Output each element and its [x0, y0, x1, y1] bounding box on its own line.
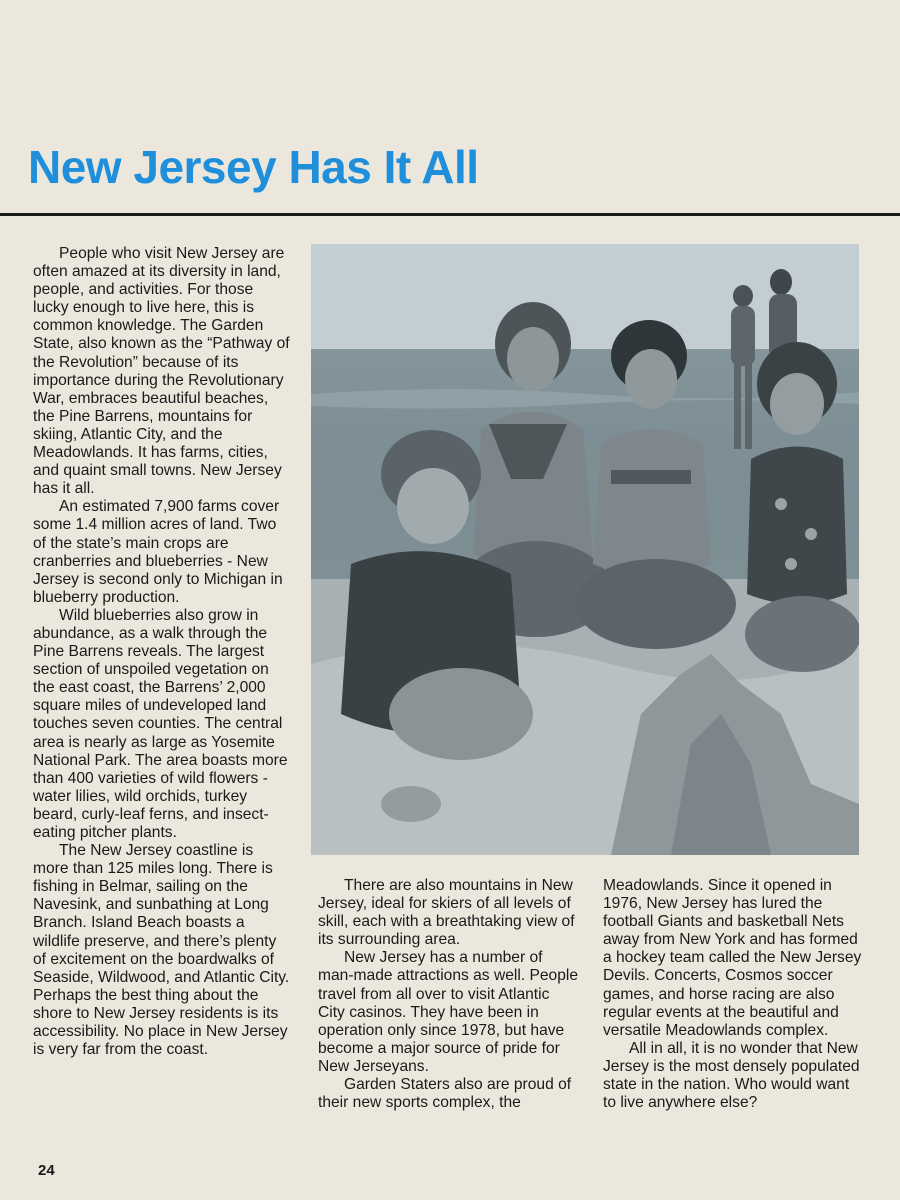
beach-photo-illustration — [311, 244, 859, 855]
page-title: New Jersey Has It All — [28, 141, 479, 193]
article-column-3 — [603, 877, 865, 1112]
article-column-1 — [33, 245, 291, 1059]
paragraph: Meadowlands. Since it opened in 1976, New Jersey has lured the football Giants and basketball Nets away from New York and has formed a hockey team called the New Jersey Devils. Concerts, Cosmos soccer games, and horse racing are also regular events at the beautiful and versatile Meadowlands complex. — [603, 877, 862, 1039]
paragraph: Garden Staters also are proud of their new sports complex, the — [318, 1076, 572, 1112]
paragraph: All in all, it is no wonder that New Jersey is the most densely populated state in the nation. Who would want to live anywhere else? — [603, 1039, 860, 1112]
paragraph: There are also mountains in New Jersey, ideal for skiers of all levels of skill, each with a breathtaking view of its surrounding area. — [318, 877, 575, 949]
paragraph: The New Jersey coastline is more than 125 miles long. There is fishing in Belmar, sailing on the Navesink, and sunbathing at Long Branch. Island Beach boasts a wildlife preserve, and there’s plenty of excitement on the boardwalks of Seaside, Wildwood, and Atlantic City. Perhaps the best thing about the shore to New Jersey residents is its accessibility. No place in New Jersey is very far from the coast. — [33, 842, 290, 1059]
paragraph: Wild blueberries also grow in abundance, as a walk through the Pine Barrens reveals. The largest section of unspoiled vegetation on the east coast, the Barrens’ 2,000 square miles of undeveloped land touches seven counties. The central area is nearly as large as Yosemite National Park. The area boasts more than 400 varieties of wild flowers - water lilies, wild orchids, turkey beard, curly-leaf ferns, and insect-eating pitcher plants. — [33, 606, 288, 841]
article-column-2 — [318, 877, 580, 1112]
paragraph: New Jersey has a number of man-made attractions as well. People travel from all over to visit Atlantic City casinos. They have been in operation only since 1978, but have become a major source of pride for New Jerseyans. — [318, 949, 579, 1075]
paragraph: An estimated 7,900 farms cover some 1.4 million acres of land. Two of the state’s main crops are cranberries and blueberries - New Jersey is second only to Michigan in blueberry production. — [33, 498, 283, 606]
beach-photo — [311, 244, 859, 855]
title-rule — [0, 213, 900, 216]
paragraph: People who visit New Jersey are often amazed at its diversity in land, people, and activities. For those lucky enough to live here, this is common knowledge. The Garden State, also known as the “Pathway of the Revolution” because of its importance during the Revolutionary War, embraces beautiful beaches, the Pine Barrens, mountains for skiing, Atlantic City, and the Meadowlands. It has farms, cities, and quaint small towns. New Jersey has it all. — [33, 245, 290, 498]
page-number: 24 — [38, 1162, 55, 1179]
